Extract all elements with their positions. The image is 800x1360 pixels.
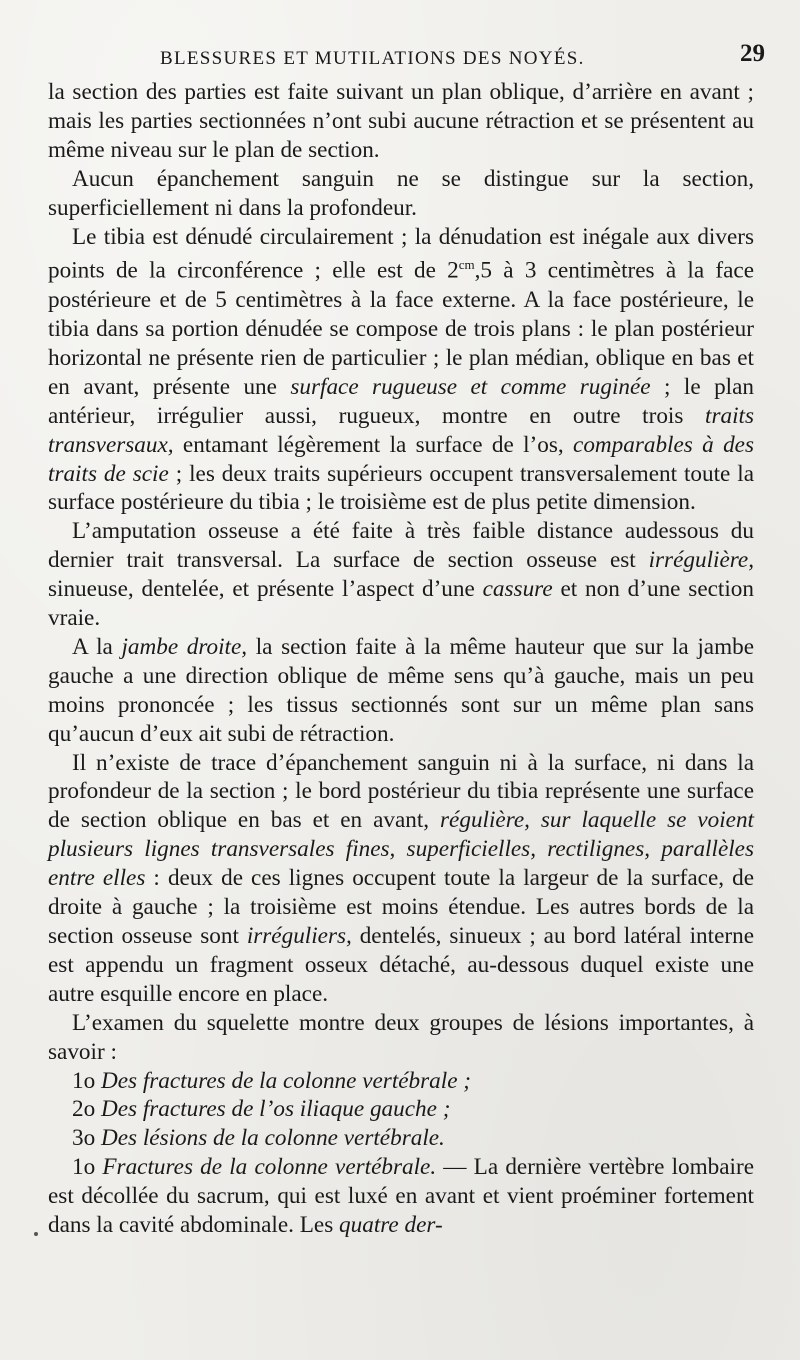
italic-lignes-transversales: régulière, sur laquelle se voient plusieurs lignes transversales fines, superficielles, rectilignes, parallèles entre elles [48, 807, 755, 892]
italic-surface-rugueuse: surface rugueuse et comme ruginée [290, 373, 651, 400]
section-text-1: — La dernière vertèbre lombaire est décollée du sacrum, qui est luxé en avant et vient proéminer fortement dans la cavité abdominale. Les [48, 1154, 755, 1239]
list-text: Des lésions de la colonne vertébrale. [100, 1125, 445, 1152]
section-number: 1o [72, 1154, 96, 1181]
list-number: 2o [72, 1096, 96, 1123]
list-text: Des fractures de l’os iliaque gauche ; [100, 1096, 451, 1123]
paragraph-6-text-3: dentelés, sinueux ; au bord latéral interne est appendu un fragment osseux détaché, au-dessous duquel existe une autre esquille encore en place. [48, 923, 754, 1007]
paragraph-3-text-4: entamant légèrement la surface de l’os, [173, 431, 574, 458]
list-number: 3o [72, 1125, 96, 1152]
paragraph-3-text-3: ; le plan antérieur, irrégulier aussi, rugueux, montre en outre trois [48, 373, 754, 429]
paragraph-7: L’examen du squelette montre deux groupes de lésions importantes, à savoir : [48, 1009, 754, 1065]
paragraph-5 [48, 633, 754, 749]
paragraph-6 [48, 749, 754, 1009]
list-item [48, 1067, 754, 1096]
italic-cassure: cassure [482, 576, 553, 603]
unit-superscript: cm [458, 257, 475, 273]
body-text [48, 78, 754, 1240]
section-fractures-colonne [48, 1153, 754, 1240]
italic-irreguliers: irréguliers, [246, 923, 352, 950]
italic-traits-transversaux: traits transversaux, [48, 402, 754, 458]
paragraph-3-text-2: ,5 à 3 centimètres à la face postérieure et de 5 centimètres à la face externe. A la face postérieure, le tibia dans sa portion dénudée se compose de trois plans : le plan postérieur horizontal ne présente rien de particulier ; le plan médian, oblique en bas et en avant, présente une [48, 258, 754, 400]
italic-irreguliere: irrégulière, [648, 547, 754, 574]
list-item [48, 1095, 754, 1124]
paragraph-5-text-2: la section faite à la même hauteur que sur la jambe gauche a une direction oblique de même sens qu’à gauche, mais un peu moins prononcée ; les tissus sectionnés sont sur un même plan sans qu’aucun d’eux ait subi de rétraction. [48, 633, 754, 747]
section-title: Fractures de la colonne vertébrale. [102, 1154, 437, 1181]
italic-jambe-droite: jambe droite, [121, 633, 248, 660]
list-number: 1o [72, 1067, 96, 1094]
paragraph-4-text-2: sinueuse, dentelée, et présente l’aspect d’une [48, 576, 483, 603]
list-item [48, 1124, 754, 1153]
paragraph-4-text-3: et non d’une section vraie. [48, 576, 754, 632]
paragraph-2: Aucun épanchement sanguin ne se distingue sur la section, superficiellement ni dans la profondeur. [48, 165, 754, 221]
margin-dot [34, 1232, 38, 1236]
paragraph-1: la section des parties est faite suivant un plan oblique, d’arrière en avant ; mais les parties sectionnées n’ont subi aucune rétraction et se présentent au même niveau sur le plan de section. [48, 79, 754, 163]
italic-traits-de-scie: comparables à des traits de scie [48, 431, 754, 487]
page-header [160, 40, 765, 74]
paragraph-3-text-1: Le tibia est dénudé circulairement ; la dénudation est inégale aux divers points de la circonférence ; elle est de 2 [48, 223, 754, 285]
page-number: 29 [740, 40, 765, 67]
paragraph-6-text-1: Il n’existe de trace d’épanchement sanguin ni à la surface, ni dans la profondeur de la section ; le bord postérieur du tibia représente une surface de section oblique en bas et en avant, [48, 749, 754, 834]
paragraph-4-text-1: L’amputation osseuse a été faite à très faible distance audessous du dernier trait transversal. La surface de section osseuse est [48, 518, 754, 574]
paragraph-6-text-2: : deux de ces lignes occupent toute la largeur de la surface, de droite à gauche ; la troisième est moins étendue. Les autres bords de la section osseuse sont [48, 865, 754, 950]
paragraph-5-text-1: A la [72, 633, 122, 660]
italic-quatre-der: quatre der- [339, 1212, 443, 1239]
paragraph-4 [48, 517, 754, 633]
paragraph-3-text-5: ; les deux traits supérieurs occupent transversalement toute la surface postérieure du tibia ; le troisième est de plus petite dimension. [48, 460, 754, 516]
paragraph-3 [48, 223, 754, 518]
running-head: BLESSURES ET MUTILATIONS DES NOYÉS. [160, 48, 585, 69]
list-text: Des fractures de la colonne vertébrale ; [100, 1067, 472, 1094]
